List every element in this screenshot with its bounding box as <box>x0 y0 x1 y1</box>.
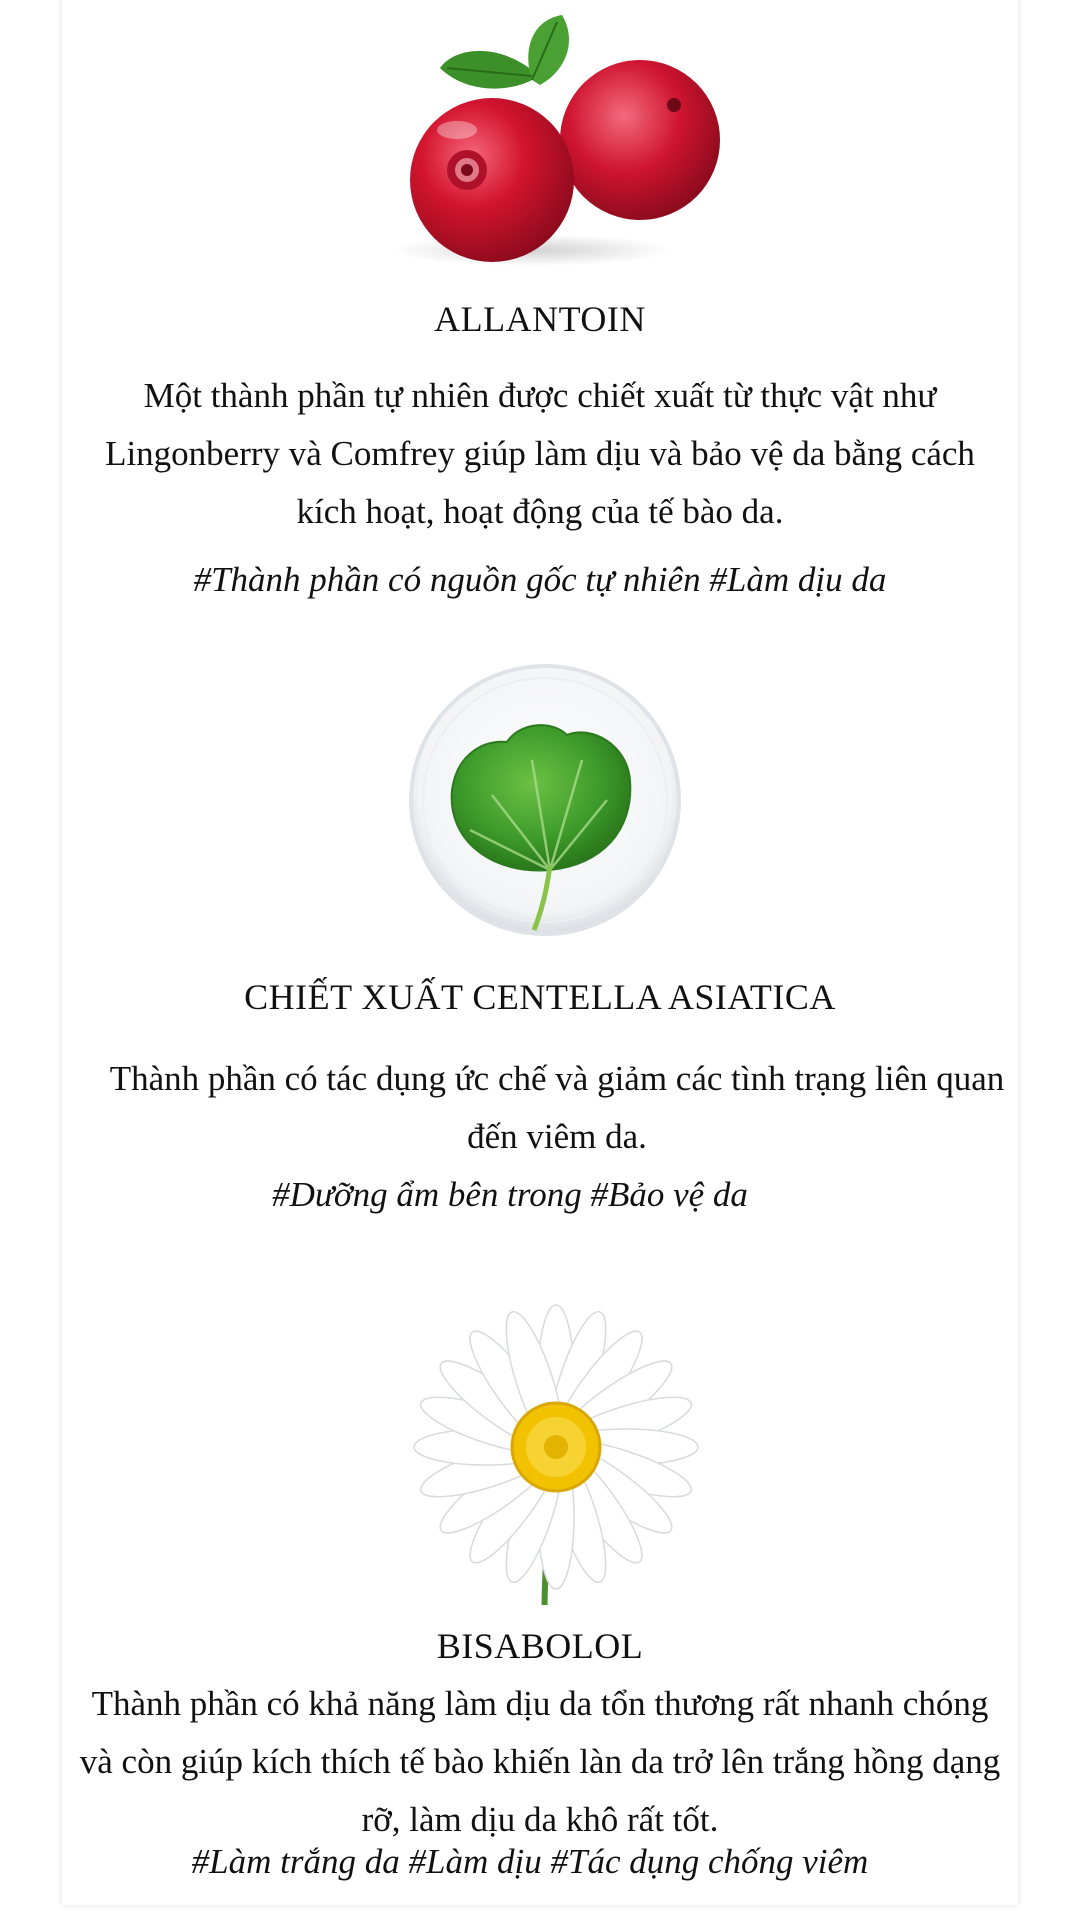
daisy-flower-icon <box>62 1285 1018 1605</box>
ingredient-bisabolol <box>62 1270 1018 1900</box>
section-tags: #Thành phần có nguồn gốc tự nhiên #Làm dịu da <box>193 560 887 599</box>
section-description: Thành phần có khả năng làm dịu da tổn thương rất nhanh chóng và còn giúp kích thích tế bào khiến làn da trở lên trắng hồng dạng rỡ, làm dịu da khô rất tốt. <box>79 1684 1001 1839</box>
ingredient-centella <box>62 640 1018 1240</box>
ingredients-card <box>62 0 1018 1905</box>
cranberry-icon <box>62 10 1018 270</box>
section-title: ALLANTOIN <box>434 299 646 339</box>
section-tags: #Làm trắng da #Làm dịu #Tác dụng chống viêm <box>191 1842 869 1881</box>
centella-leaf-icon <box>62 660 1018 950</box>
section-description: Thành phần có tác dụng ức chế và giảm các tình trạng liên quan đến viêm da. <box>109 1059 1005 1156</box>
section-description: Một thành phần tự nhiên được chiết xuất từ thực vật như Lingonberry và Comfrey giúp làm dịu và bảo vệ da bằng cách kích hoạt, hoạt động của tế bào da. <box>105 376 975 531</box>
section-title: BISABOLOL <box>436 1626 644 1666</box>
section-tags: #Dưỡng ẩm bên trong #Bảo vệ da <box>272 1175 748 1214</box>
ingredient-allantoin <box>62 0 1018 620</box>
section-title: CHIẾT XUẤT CENTELLA ASIATICA <box>244 977 836 1017</box>
